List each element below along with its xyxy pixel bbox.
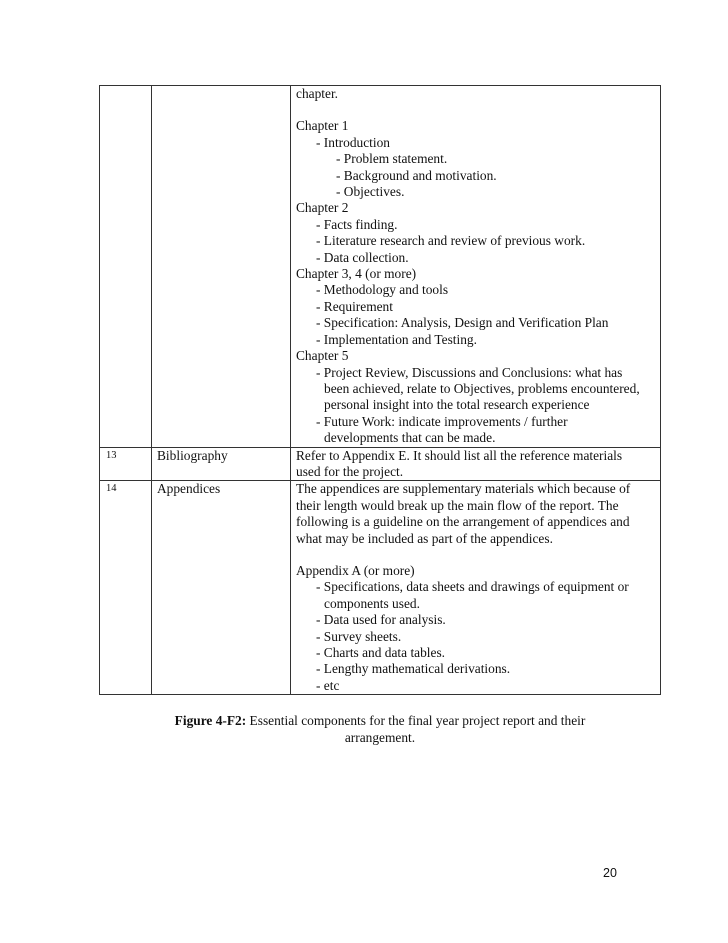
description-line: - Methodology and tools: [316, 282, 449, 298]
appendices-description: [296, 481, 660, 694]
description-line: - Charts and data tables.: [316, 645, 446, 660]
figure-label: Figure 4-F2:: [174, 713, 247, 728]
description-line: The appendices are supplementary materials which because of: [296, 481, 631, 497]
figure-caption-text: Essential components for the final year project report and their: [246, 713, 586, 728]
page-number: 20: [603, 866, 617, 880]
description-line: Chapter 3, 4 (or more): [296, 266, 417, 282]
table-row: [100, 86, 661, 448]
continuation-description: [296, 86, 660, 447]
table-row: [100, 447, 661, 481]
description-line: chapter.: [296, 86, 339, 101]
row-title-cell: Bibliography: [152, 447, 291, 481]
description-line: - etc: [316, 677, 340, 693]
bibliography-description: [296, 448, 660, 481]
description-line: developments that can be made.: [324, 430, 496, 446]
description-line: Chapter 1: [296, 118, 349, 134]
description-line: - Lengthy mathematical derivations.: [316, 661, 511, 677]
description-line: - Objectives.: [336, 184, 405, 200]
description-line: been achieved, relate to Objectives, problems encountered,: [324, 380, 640, 396]
description-line: - Problem statement.: [336, 151, 448, 167]
description-line: - Specifications, data sheets and drawings of equipment or: [316, 579, 629, 595]
description-line: personal insight into the total research experience: [324, 397, 590, 413]
description-line: used for the project.: [296, 463, 404, 479]
paragraph-gap: [296, 547, 660, 563]
row-title-cell: Appendices: [152, 481, 291, 695]
description-line: - Background and motivation.: [336, 167, 497, 183]
row-number-cell: 13: [100, 447, 152, 481]
description-line: Chapter 2: [296, 200, 349, 216]
row-description-cell: [291, 86, 661, 448]
row-description-cell: [291, 447, 661, 481]
row-description-cell: [291, 481, 661, 695]
description-line: - Introduction: [316, 134, 391, 150]
paragraph-gap: [296, 102, 660, 118]
figure-caption-text-continued: arrangement.: [344, 730, 416, 745]
row-number-cell: 14: [100, 481, 152, 695]
report-components-table: [99, 85, 661, 695]
description-line: - Survey sheets.: [316, 628, 402, 644]
description-line: - Data used for analysis.: [316, 612, 446, 628]
description-line: - Facts finding.: [316, 216, 398, 232]
description-line: - Implementation and Testing.: [316, 331, 477, 347]
description-line: what may be included as part of the appendices.: [296, 530, 553, 546]
table-row: [100, 481, 661, 695]
description-line: Appendix A (or more): [296, 562, 415, 578]
description-line: - Specification: Analysis, Design and Verification Plan: [316, 315, 609, 331]
description-line: Chapter 5: [296, 348, 349, 364]
description-line: components used.: [324, 595, 420, 611]
description-line: - Data collection.: [316, 249, 409, 265]
description-line: - Future Work: indicate improvements / further: [316, 413, 568, 429]
figure-caption: [99, 712, 661, 746]
row-title-cell: [152, 86, 291, 448]
description-line: Refer to Appendix E. It should list all the reference materials: [296, 447, 623, 463]
row-number-cell: [100, 86, 152, 448]
description-line: their length would break up the main flow of the report. The: [296, 497, 619, 513]
description-line: - Requirement: [316, 298, 393, 314]
description-line: following is a guideline on the arrangement of appendices and: [296, 514, 630, 530]
description-line: - Project Review, Discussions and Conclusions: what has: [316, 364, 623, 380]
description-line: - Literature research and review of previous work.: [316, 233, 586, 249]
